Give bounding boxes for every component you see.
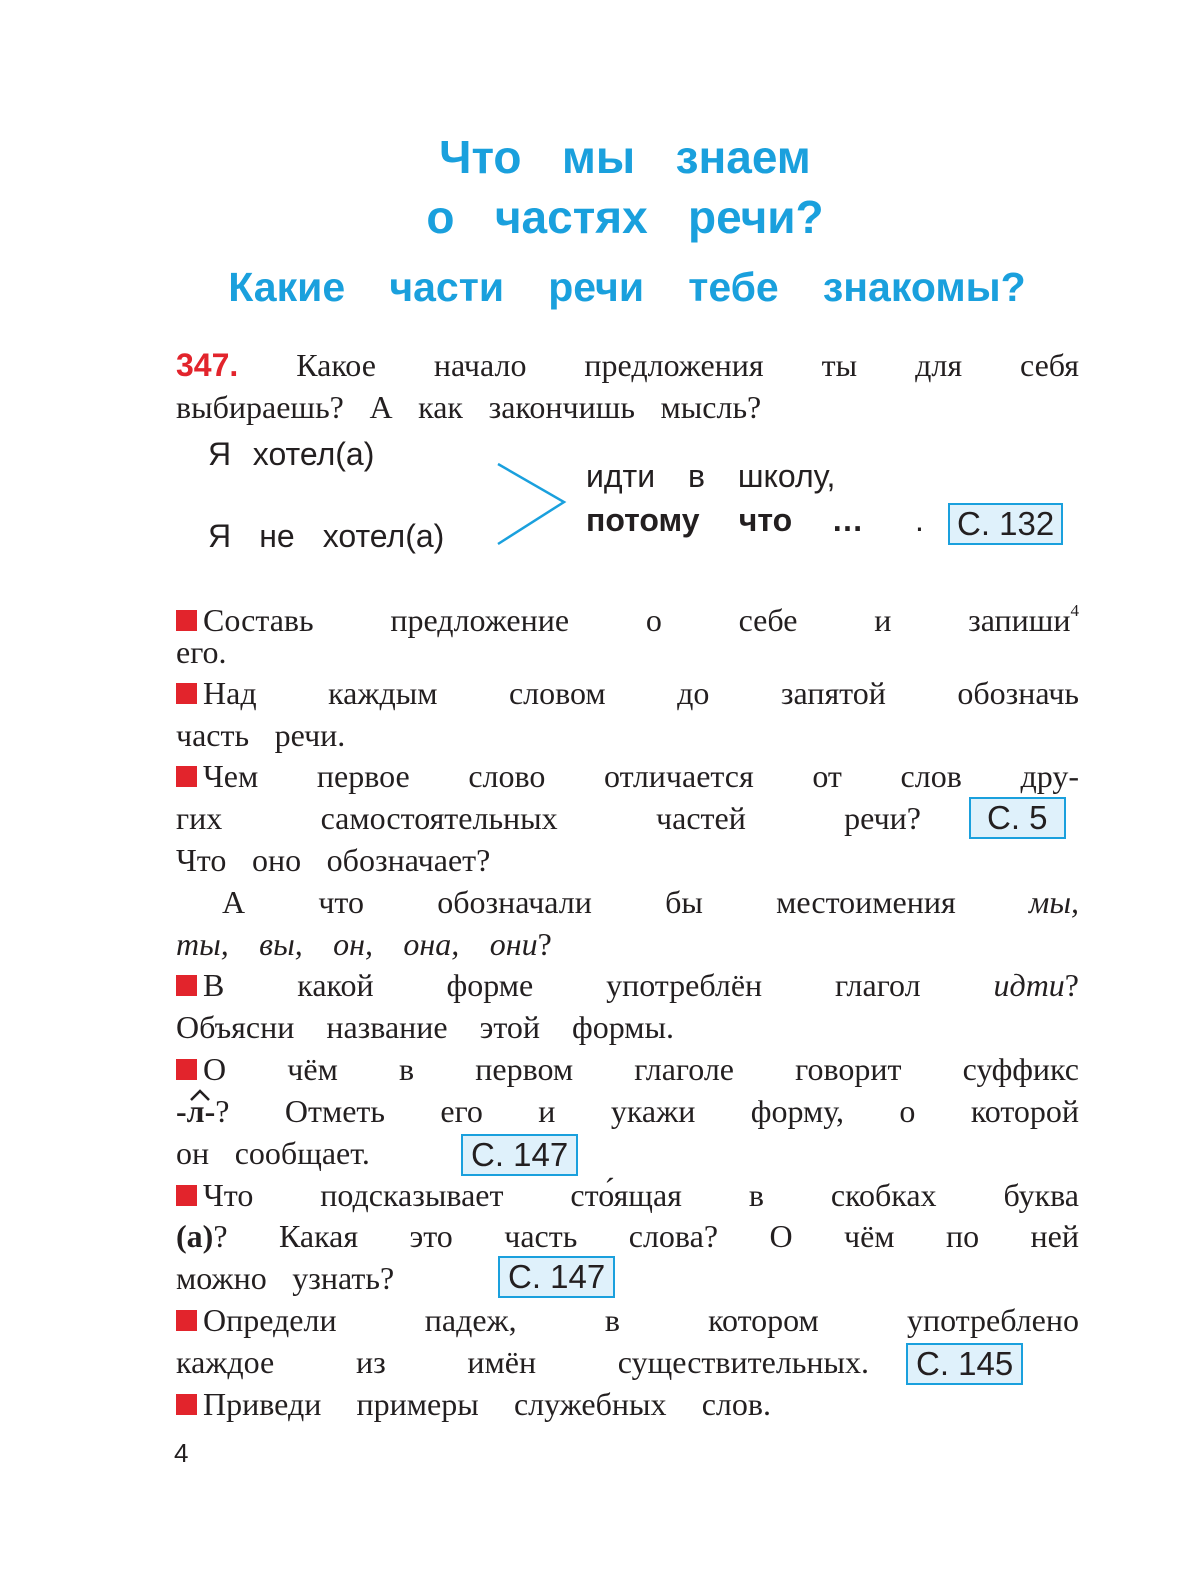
page-number: 4 — [174, 1438, 189, 1468]
task-2 — [176, 673, 1079, 715]
suffix-l: -л- — [176, 1093, 216, 1129]
task-7-cont — [176, 1216, 1079, 1258]
task-8-cont — [176, 1342, 869, 1384]
page-ref-147-a: С. 147 — [461, 1134, 578, 1176]
bullet-square-icon — [176, 975, 197, 996]
exercise-intro-2 — [176, 387, 1079, 429]
suffix-mark-icon — [189, 1088, 211, 1102]
task-1-text: Составь предложение о себе и запиши — [203, 602, 1071, 638]
task-3-text-2: гих самостоятельных частей речи? — [176, 800, 921, 836]
task-3 — [176, 756, 1079, 798]
bullet-square-icon — [176, 683, 197, 704]
task-4-text: А что обозначали бы местоимения — [222, 884, 956, 920]
task-3-text: Чем первое слово отличается от слов дру- — [203, 758, 1079, 794]
bracket-arrow-icon — [496, 460, 570, 548]
task-6 — [176, 1049, 1079, 1091]
heading-subtitle: Какие части речи тебе знакомы? — [228, 264, 1026, 310]
heading-line-2: о частях речи? — [426, 191, 824, 243]
exercise-number: 347. — [176, 347, 239, 383]
bullet-square-icon — [176, 766, 197, 787]
footnote-mark: 4 — [1070, 601, 1079, 620]
task-6-text-2: ? Отметь его и укажи форму, о которой — [215, 1093, 1079, 1129]
task-4-pronouns: ты, вы, он, она, они — [176, 926, 538, 962]
ending-line-2: потому что … — [586, 502, 864, 538]
exercise-intro-line-2: выбираешь? А как закончишь мысль? — [176, 389, 762, 425]
task-5-cont — [176, 1007, 1079, 1049]
page-ref-147-b: С. 147 — [498, 1256, 615, 1298]
task-4 — [222, 882, 1079, 924]
task-6-text: О чём в первом глаголе говорит суффикс — [203, 1051, 1079, 1087]
task-8-text: Определи падеж, в котором употреблено — [203, 1302, 1079, 1338]
task-9 — [176, 1384, 1079, 1426]
task-7-text-2: ? Какая это часть слова? О чём по ней — [213, 1218, 1079, 1254]
option-1: Я хотел(а) — [208, 436, 375, 472]
task-5 — [176, 965, 1079, 1007]
task-2-text-2: часть речи. — [176, 717, 346, 753]
task-2-cont — [176, 715, 1079, 757]
ending-line-1: идти в школу, — [586, 458, 836, 494]
task-3-cont-2 — [176, 840, 1079, 882]
letter-a: (а) — [176, 1218, 214, 1254]
option-2: Я не хотел(а) — [208, 518, 445, 554]
task-1-text-2: его. — [176, 634, 227, 670]
bullet-square-icon — [176, 1185, 197, 1206]
task-5-text-2: Объясни название этой формы. — [176, 1009, 675, 1045]
task-2-text: Над каждым словом до запятой обозначь — [203, 675, 1079, 711]
bullet-square-icon — [176, 610, 197, 631]
task-4-pronoun-mi: мы, — [1028, 884, 1080, 920]
page-ref-132: С. 132 — [948, 503, 1063, 545]
task-5-verb: идти — [993, 967, 1065, 1003]
task-1-cont — [176, 632, 1079, 674]
task-7 — [176, 1175, 1079, 1217]
task-4-cont — [176, 924, 1079, 966]
task-8-text-2: каждое из имён существительных. — [176, 1344, 869, 1380]
task-5-text: В какой форме употреблён глагол — [203, 967, 921, 1003]
task-7-text-3: можно узнать? — [176, 1260, 395, 1296]
exercise-intro-line-1: Какое начало предложения ты для себя — [296, 347, 1079, 383]
task-6-cont-2 — [176, 1133, 1079, 1175]
task-9-text: Приведи примеры служебных слов. — [203, 1386, 771, 1422]
task-4-question: ? — [537, 926, 552, 962]
bullet-square-icon — [176, 1059, 197, 1080]
task-3-text-3: Что оно обозначает? — [176, 842, 491, 878]
task-6-text-3: он сообщает. — [176, 1135, 370, 1171]
task-7-cont-2 — [176, 1258, 1079, 1300]
task-6-cont — [176, 1091, 1079, 1133]
task-3-cont — [176, 798, 921, 840]
task-7-text: Что подсказывает сто́ящая в скобках буква — [203, 1177, 1079, 1213]
heading-line-1: Что мы знаем — [439, 131, 811, 183]
task-8 — [176, 1300, 1079, 1342]
exercise-intro — [176, 345, 1079, 387]
task-5-question: ? — [1064, 967, 1079, 1003]
page-ref-145: С. 145 — [906, 1343, 1023, 1385]
bullet-square-icon — [176, 1310, 197, 1331]
bullet-square-icon — [176, 1394, 197, 1415]
page-ref-5: С. 5 — [969, 797, 1066, 839]
ending-dot: . — [915, 502, 924, 538]
